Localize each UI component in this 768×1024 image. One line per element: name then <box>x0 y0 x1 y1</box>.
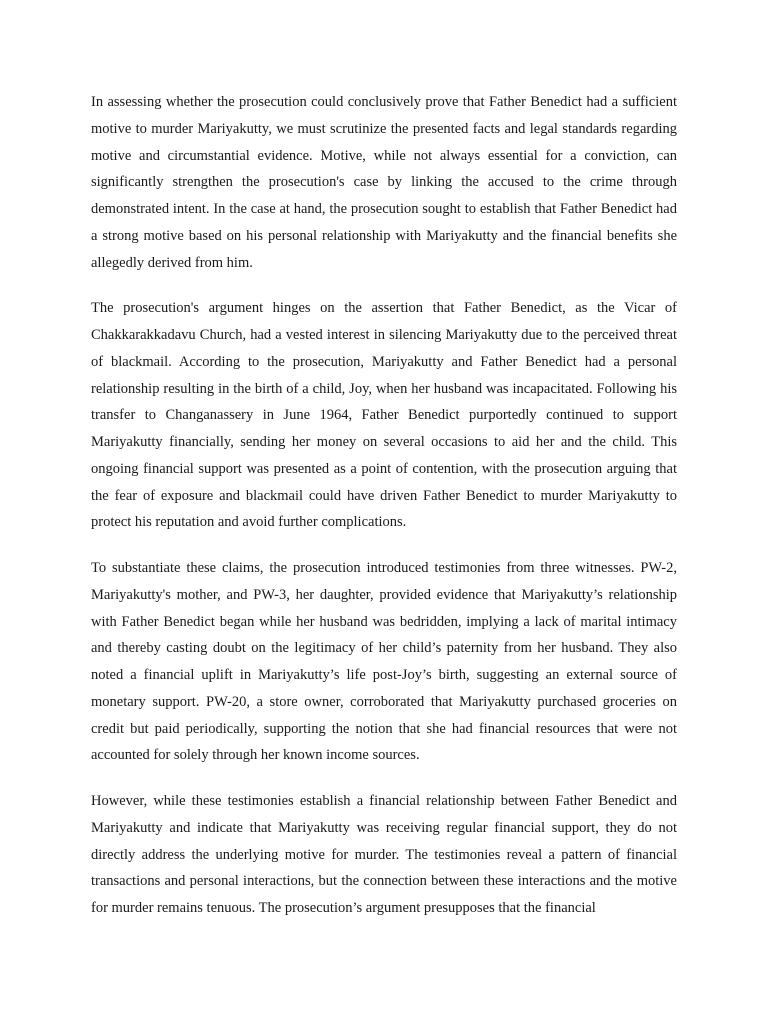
paragraph-prosecution-argument: The prosecution's argument hinges on the assertion that Father Benedict, as the Vicar of Chakkarakkadavu Church, had a vested interest in silencing Mariyakutty due to the perceived threat of blackmail. According to the prosecution, Mariyakutty and Father Benedict had a personal relationship resulting in the birth of a child, Joy, when her husband was incapacitated. Following his transfer to Changanassery in June 1964, Father Benedict purportedly continued to support Mariyakutty financially, sending her money on several occasions to aid her and the child. This ongoing financial support was presented as a point of contention, with the prosecution arguing that the fear of exposure and blackmail could have driven Father Benedict to murder Mariyakutty to protect his reputation and avoid further complications. <box>91 300 677 531</box>
paragraph-motive-analysis: However, while these testimonies establish a financial relationship between Father Benedict and Mariyakutty and indicate that Mariyakutty was receiving regular financial support, they do not directly address the underlying motive for murder. The testimonies reveal a pattern of financial transactions and personal interactions, but the connection between these interactions and the motive for murder remains tenuous. The prosecution’s argument presupposes that the financial <box>91 793 677 916</box>
paragraph-witness-testimonies: To substantiate these claims, the prosecution introduced testimonies from three witnesses. PW-2, Mariyakutty's mother, and PW-3, her daughter, provided evidence that Mariyakutty’s relationship with Father Benedict began while her husband was bedridden, implying a lack of marital intimacy and thereby casting doubt on the legitimacy of her child’s paternity from her husband. They also noted a financial uplift in Mariyakutty’s life post-Joy’s birth, suggesting an external source of monetary support. PW-20, a store owner, corroborated that Mariyakutty purchased groceries on credit but paid periodically, supporting the notion that she had financial resources that were not accounted for solely through her known income sources. <box>91 560 677 764</box>
document-body <box>91 89 677 941</box>
paragraph-motive-assessment: In assessing whether the prosecution could conclusively prove that Father Benedict had a sufficient motive to murder Mariyakutty, we must scrutinize the presented facts and legal standards regarding motive and circumstantial evidence. Motive, while not always essential for a conviction, can significantly strengthen the prosecution's case by linking the accused to the crime through demonstrated intent. In the case at hand, the prosecution sought to establish that Father Benedict had a strong motive based on his personal relationship with Mariyakutty and the financial benefits she allegedly derived from him. <box>91 94 677 271</box>
